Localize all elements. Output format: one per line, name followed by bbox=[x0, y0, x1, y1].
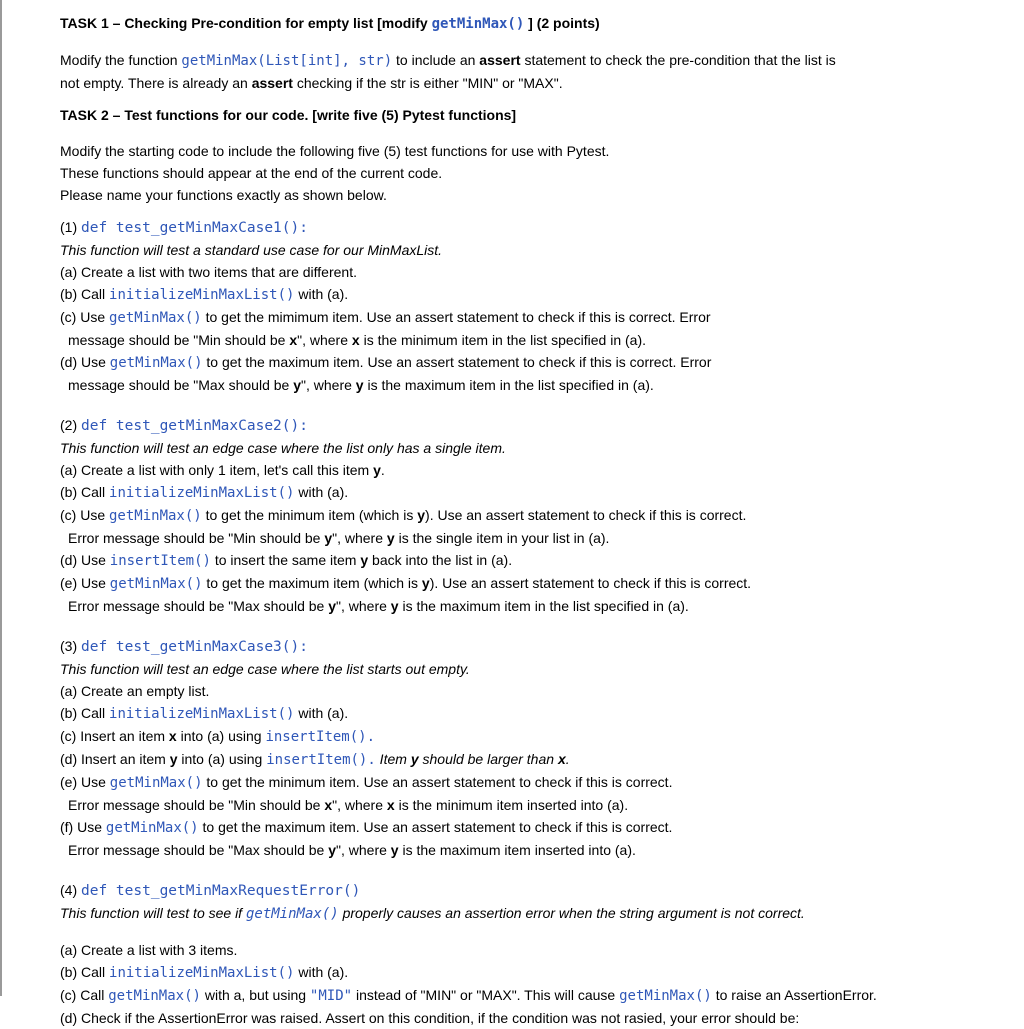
case1-step-a: (a) Create a list with two items that are different. bbox=[60, 264, 357, 280]
case1-def: def test_getMinMaxCase1(): bbox=[81, 220, 308, 236]
case4-def: def test_getMinMaxRequestError() bbox=[81, 883, 361, 899]
task2-intro-line1: Modify the starting code to include the following five (5) test functions for use with Pytest. bbox=[60, 143, 610, 159]
page-left-border bbox=[0, 0, 2, 996]
task1-heading-code: getMinMax() bbox=[431, 16, 525, 32]
case2-step-d: (d) Use insertItem() to insert the same item y back into the list in (a). bbox=[60, 552, 513, 569]
case2-heading: (2) def test_getMinMaxCase2(): bbox=[60, 417, 308, 434]
task1-line2: not empty. There is already an assert checking if the str is either "MIN" or "MAX". bbox=[60, 75, 563, 91]
case1-step-b: (b) Call initializeMinMaxList() with (a). bbox=[60, 286, 349, 303]
case1-step-c: (c) Use getMinMax() to get the mimimum item. Use an assert statement to check if this is correct. Error bbox=[60, 309, 711, 326]
case4-step-a: (a) Create a list with 3 items. bbox=[60, 942, 238, 958]
case1-step-c-cont: message should be "Min should be x", where x is the minimum item in the list specified in (a). bbox=[68, 332, 647, 348]
case1-step-d: (d) Use getMinMax() to get the maximum item. Use an assert statement to check if this is correct. Error bbox=[60, 354, 712, 371]
case3-step-e: (e) Use getMinMax() to get the minimum item. Use an assert statement to check if this is correct. bbox=[60, 774, 673, 791]
case1-heading: (1) def test_getMinMaxCase1(): bbox=[60, 219, 308, 236]
task1-heading: TASK 1 – Checking Pre-condition for empty list [modify getMinMax() ] (2 points) bbox=[60, 15, 600, 32]
case3-step-a: (a) Create an empty list. bbox=[60, 683, 210, 699]
case1-description: This function will test a standard use case for our MinMaxList. bbox=[60, 242, 443, 258]
task1-line1: Modify the function getMinMax(List[int], str) to include an assert statement to check the pre-condition that the list is bbox=[60, 52, 836, 69]
case2-step-c-cont: Error message should be "Min should be y", where y is the single item in your list in (a). bbox=[68, 530, 610, 546]
case2-def: def test_getMinMaxCase2(): bbox=[81, 418, 308, 434]
case4-step-d: (d) Check if the AssertionError was raised. Assert on this condition, if the condition was not rasied, your error should be: bbox=[60, 1010, 800, 1026]
case3-step-d: (d) Insert an item y into (a) using insertItem(). Item y should be larger than x. bbox=[60, 751, 570, 768]
case4-description: This function will test to see if getMinMax() properly causes an assertion error when the string argument is not correct. bbox=[60, 905, 805, 922]
case3-heading: (3) def test_getMinMaxCase3(): bbox=[60, 638, 308, 655]
case3-step-f: (f) Use getMinMax() to get the maximum item. Use an assert statement to check if this is correct. bbox=[60, 819, 673, 836]
case3-description: This function will test an edge case where the list starts out empty. bbox=[60, 661, 470, 677]
task2-intro-line3: Please name your functions exactly as shown below. bbox=[60, 187, 387, 203]
case3-def: def test_getMinMaxCase3(): bbox=[81, 639, 308, 655]
case2-description: This function will test an edge case where the list only has a single item. bbox=[60, 440, 506, 456]
task2-heading: TASK 2 – Test functions for our code. [write five (5) Pytest functions] bbox=[60, 107, 517, 123]
case2-step-e-cont: Error message should be "Max should be y", where y is the maximum item in the list specified in (a). bbox=[68, 598, 689, 614]
case4-step-b: (b) Call initializeMinMaxList() with (a). bbox=[60, 964, 349, 981]
case1-step-d-cont: message should be "Max should be y", where y is the maximum item in the list specified in (a). bbox=[68, 377, 654, 393]
document-page bbox=[60, 12, 1010, 1029]
case3-step-e-cont: Error message should be "Min should be x", where x is the minimum item inserted into (a). bbox=[68, 797, 629, 813]
case2-step-c: (c) Use getMinMax() to get the minimum item (which is y). Use an assert statement to check if this is correct. bbox=[60, 507, 747, 524]
case2-step-e: (e) Use getMinMax() to get the maximum item (which is y). Use an assert statement to check if this is correct. bbox=[60, 575, 752, 592]
case2-step-b: (b) Call initializeMinMaxList() with (a). bbox=[60, 484, 349, 501]
case4-heading: (4) def test_getMinMaxRequestError() bbox=[60, 882, 361, 899]
case3-step-f-cont: Error message should be "Max should be y", where y is the maximum item inserted into (a). bbox=[68, 842, 636, 858]
task2-intro-line2: These functions should appear at the end of the current code. bbox=[60, 165, 443, 181]
case3-step-b: (b) Call initializeMinMaxList() with (a). bbox=[60, 705, 349, 722]
case3-step-c: (c) Insert an item x into (a) using insertItem(). bbox=[60, 728, 376, 745]
case4-step-c: (c) Call getMinMax() with a, but using "MID" instead of "MIN" or "MAX". This will cause getMinMax() to raise an AssertionError. bbox=[60, 987, 877, 1004]
case2-step-a: (a) Create a list with only 1 item, let's call this item y. bbox=[60, 462, 385, 478]
